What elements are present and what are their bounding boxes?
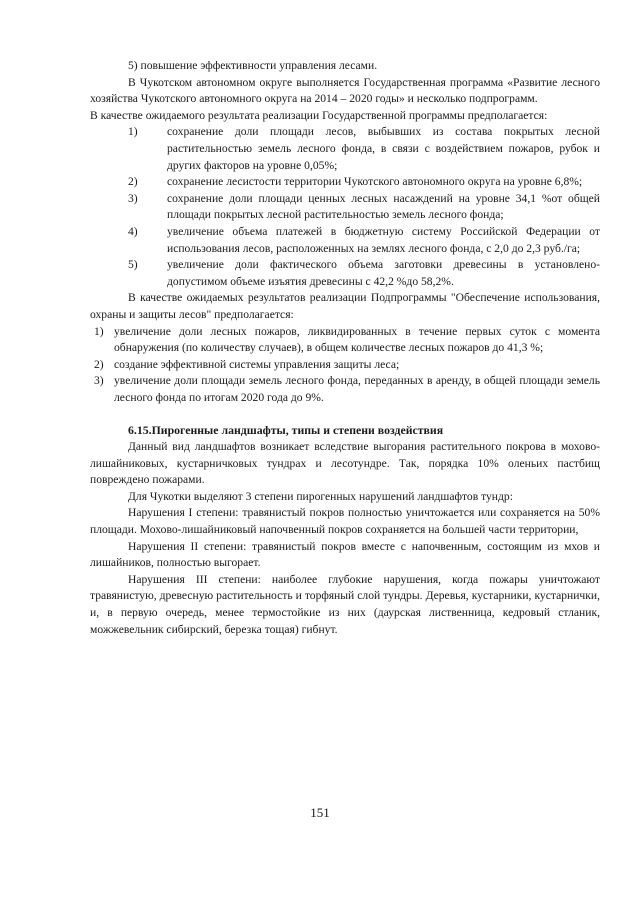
body-paragraph: Нарушения II степени: травянистый покров вместе с напочвенным, состоящим из мхов и лишайников, полностью выгорает. xyxy=(90,539,600,570)
list-item-number: 2) xyxy=(94,357,104,371)
list-item-text: увеличение объема платежей в бюджетную систему Российской Федерации от использования лесов, расположенных на землях лесного фонда, с 2,0 до 2,3 руб./га; xyxy=(167,224,600,255)
subprogram-paragraph: В качестве ожидаемых результатов реализации Подпрограммы "Обеспечение использования, охраны и защиты лесов" предполагается: xyxy=(90,291,600,321)
list-item xyxy=(128,174,600,191)
body-paragraph: Нарушения I степени: травянистый покров полностью уничтожается или сохраняется на 50% площади. Мохово-лишайниковый напочвенный покров сохраняется на большей части территории, xyxy=(90,506,600,537)
page-number: 151 xyxy=(310,805,330,820)
list-item xyxy=(128,191,600,224)
list-item-text: создание эффективной системы управления защиты леса; xyxy=(114,357,400,371)
program-paragraph: В Чукотском автономном округе выполняется Государственная программа «Развитие лесного хозяйства Чукотского автономного округа на 2014 – 2020 годы» и несколько подпрограмм. xyxy=(90,75,600,106)
expected-results-paragraph: В качестве ожидаемого результата реализации Государственной программы предполагается: xyxy=(90,108,548,122)
list-item-text: сохранение лесистости территории Чукотского автономного округа на уровне 6,8%; xyxy=(167,175,583,189)
list-item xyxy=(128,257,600,290)
list-item xyxy=(94,324,600,357)
expected-results-list xyxy=(90,124,600,290)
subprogram-results-list xyxy=(90,324,600,407)
list-item xyxy=(94,357,600,374)
list-item-text: сохранение доли площади лесов, выбывших из состава покрытых лесной растительностью земель лесного фонда, в связи с воздействием пожаров, рубок и других факторов на уровне 0,05%; xyxy=(167,125,600,172)
body-paragraph: Нарушения III степени: наиболее глубокие нарушения, когда пожары уничтожают травянистую, древесную растительность и торфяный слой тундры. Деревья, кустарники, кустарнички, и, в первую очередь, менее термостойкие из них (даурская лиственница, кедровый стланик, можжевельник сибирский, березка тощая) гибнут. xyxy=(90,572,600,636)
intro-line: 5) повышение эффективности управления лесами. xyxy=(128,59,378,72)
section-gap xyxy=(90,406,600,422)
list-item xyxy=(128,124,600,174)
list-item-text: увеличение доли площади земель лесного фонда, переданных в аренду, в общей площади земель лесного фонда по итогам 2020 года до 9%. xyxy=(114,374,600,404)
list-item-number: 4) xyxy=(128,224,138,238)
list-item xyxy=(128,224,600,257)
list-item-number: 1) xyxy=(128,125,138,139)
body-paragraph: Данный вид ландшафтов возникает вследствие выгорания растительного покрова в мохово-лишайниковых, кустарничковых тундрах и лесотундре. Так, порядка 10% оленьих пастбищ повреждено пожарами. xyxy=(90,440,600,487)
page-content xyxy=(90,58,600,638)
list-item-text: увеличение доли фактического объема заготовки древесины в установлено-допустимом объеме изъятия древесины с 42,2 %до 58,2%. xyxy=(167,258,600,288)
section-heading: 6.15.Пирогенные ландшафты, типы и степени воздействия xyxy=(128,423,444,438)
list-item-text: сохранение доли площади ценных лесных насаждений на уровне 34,1 %от общей площади покрытых лесной растительностью земель лесного фонда; xyxy=(167,191,600,222)
list-item-text: увеличение доли лесных пожаров, ликвидированных в течение первых суток с момента обнаружения (по количеству случаев), в общем количестве лесных пожаров до 41,3 %; xyxy=(114,324,600,355)
body-paragraph: Для Чукотки выделяют 3 степени пирогенных нарушений ландшафтов тундр: xyxy=(128,489,513,503)
list-item-number: 3) xyxy=(128,191,138,205)
list-item-number: 5) xyxy=(128,258,138,272)
list-item-number: 2) xyxy=(128,175,138,189)
list-item xyxy=(94,373,600,406)
list-item-number: 1) xyxy=(94,324,104,338)
list-item-number: 3) xyxy=(94,374,104,388)
